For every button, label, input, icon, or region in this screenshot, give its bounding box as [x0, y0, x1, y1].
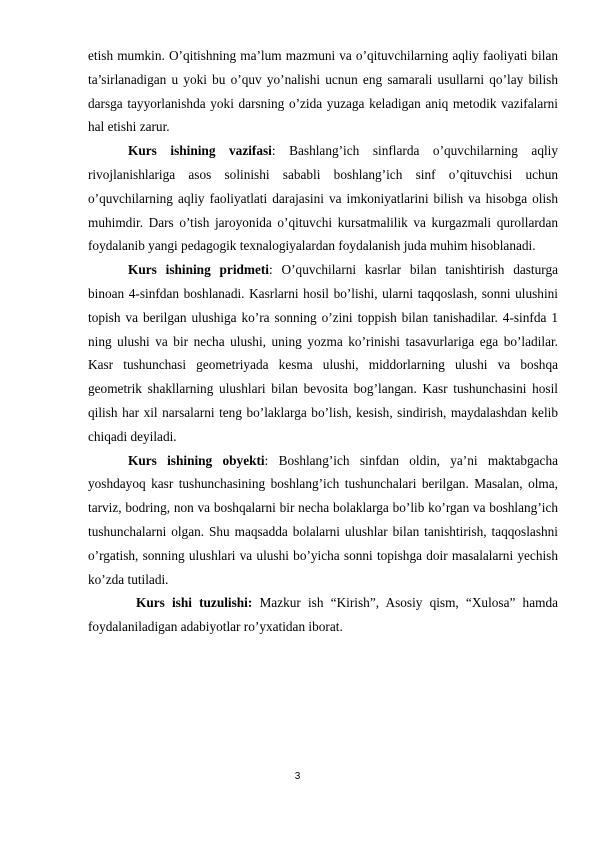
task-heading: Kurs ishining vazifasi — [128, 143, 272, 159]
subject-heading: Kurs ishining pridmeti — [128, 262, 270, 278]
object-text: : Boshlang’ich sinfdan oldin, ya’ni maktabgacha yoshdayoq kasr tushunchasining boshlang’ich tushunchalari berilgan. Masalan, olma, tarviz, bodring, non va boshqalarni bir necha bolaklarga bo’lib ko’rgan va boshlang’ich tushunchalarni olgan. Shu maqsadda bolalarni ulushlar bilan tanishtirish, taqqoslashni o’rgatish, sonning ulushlari va ulushi bo’yicha sonni topishga doir masalalarni yechish ko’zda tutiladi. — [88, 452, 558, 587]
document-body — [88, 44, 558, 639]
structure-text: Mazkur ish “Kirish”, Asosiy qism, “Xulosa” hamda foydalaniladigan adabiyotlar ro’yxatidan iborat. — [88, 595, 559, 635]
subject-text: : O’quvchilarni kasrlar bilan tanishtirish dasturga binoan 4-sinfdan boshlanadi. Kasrlarni hosil bo’lishi, ularni taqqoslash, sonni ulushini topish va berilgan ulushiga ko’ra sonning o’zini toppish bilan tanishadilar. 4-sinfda 1 ning ulushi va bir necha ulushi, uning yozma ko’rinishi tasavurlariga ega bo’ladilar. Kasr tushunchasi geometriyada kesma ulushi, middorlarning ulushi va boshqa geometrik shakllarning ulushlari bilan bevosita bog’langan. Kasr tushunchasini hosil qilish har xil narsalarni teng bo’laklarga bo’lish, kesish, sindirish, maydalashdan kelib chiqadi deyiladi. — [88, 262, 558, 444]
task-text: : Bashlang’ich sinflarda o’quvchilarning aqliy rivojlanishlariga asos solinishi sababli boshlang’ich sinf o’qituvchisi uchun o’quvchilarning aqliy faoliyatlati darajasini va imkoniyatlarini bilish va hisobga olish muhimdir. Dars o’tish jaroyonida o’qituvchi kursatmalilik va kurgazmali qurollardan foydalanib yangi pedagogik texnalogiyalardan foydalanish juda muhim hisoblanadi. — [88, 143, 558, 254]
paragraph-intro — [88, 44, 558, 139]
paragraph-structure — [88, 591, 558, 639]
paragraph-intro-text: etish mumkin. O’qitishning ma’lum mazmuni va o’qituvchilarning aqliy faoliyati bilan ta’sirlanadigan u yoki bu o’quv yo’nalishi ucnun eng samarali usullarni qo’lay bilish darsga tayyorlanishda yoki darsning o’zida yuzaga keladigan aniq metodik vazifalarni hal etishi zarur. — [88, 48, 558, 135]
paragraph-task — [88, 139, 558, 258]
object-heading: Kurs ishining obyekti — [128, 452, 265, 468]
paragraph-object — [88, 449, 558, 592]
structure-heading: Kurs ishi tuzulishi: — [136, 595, 253, 611]
paragraph-subject — [88, 258, 558, 448]
page-number: 3 — [294, 771, 301, 782]
